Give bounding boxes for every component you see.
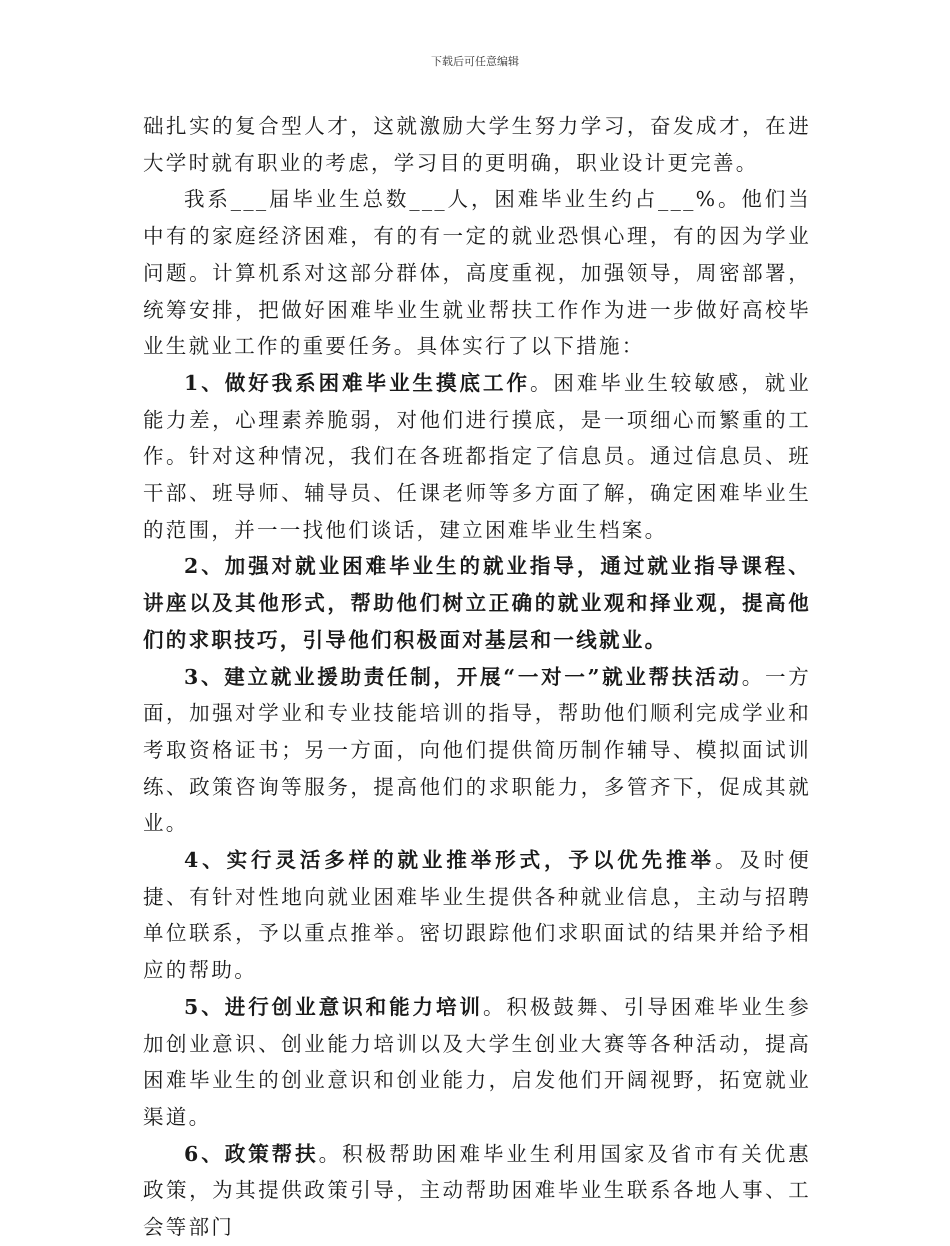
paragraph-6 — [143, 842, 811, 989]
paragraph-6-text: 。及时便捷、有针对性地向就业困难毕业生提供各种就业信息，主动与招聘单位联系，予以重点推举。密切跟踪他们求职面试的结果并给予相应的帮助。 — [143, 848, 811, 983]
page-header: 下载后可任意编辑 — [431, 55, 519, 68]
paragraph-1-text: 础扎实的复合型人才，这就激励大学生努力学习，奋发成才，在进大学时就有职业的考虑，学习目的更明确，职业设计更完善。 — [143, 114, 811, 175]
paragraph-5-text: 。一方面，加强对学业和专业技能培训的指导，帮助他们顺利完成学业和考取资格证书；另一方面，向他们提供简历制作辅导、模拟面试训练、政策咨询等服务，提高他们的求职能力，多管齐下，促成其就业。 — [143, 664, 811, 836]
paragraph-4 — [143, 548, 811, 658]
paragraph-2-text: 我系___届毕业生总数___人，困难毕业生约占___%。他们当中有的家庭经济困难，有的有一定的就业恐惧心理，有的因为学业问题。计算机系对这部分群体，高度重视，加强领导，周密部署，统筹安排，把做好困难毕业生就业帮扶工作作为进一步做好高校毕业生就业工作的重要任务。具体实行了以下措施： — [143, 187, 811, 359]
paragraph-4-heading: 2、加强对就业困难毕业生的就业指导，通过就业指导课程、讲座以及其他形式，帮助他们树立正确的就业观和择业观，提高他们的求职技巧，引导他们积极面对基层和一线就业。 — [143, 554, 811, 652]
paragraph-7-text: 。积极鼓舞、引导困难毕业生参加创业意识、创业能力培训以及大学生创业大赛等各种活动，提高困难毕业生的创业意识和创业能力，启发他们开阔视野，拓宽就业渠道。 — [143, 994, 811, 1129]
paragraph-3 — [143, 365, 811, 549]
paragraph-5 — [143, 659, 811, 843]
paragraph-8-heading: 6、政策帮扶 — [184, 1141, 319, 1166]
paragraph-7-heading: 5、进行创业意识和能力培训 — [184, 994, 483, 1019]
paragraph-3-text: 。困难毕业生较敏感，就业能力差，心理素养脆弱，对他们进行摸底，是一项细心而繁重的工作。针对这种情况，我们在各班都指定了信息员。通过信息员、班干部、班导师、辅导员、任课老师等多方面了解，确定困难毕业生的范围，并一一找他们谈话，建立困难毕业生档案。 — [143, 370, 811, 542]
paragraph-7 — [143, 989, 811, 1136]
paragraph-3-heading: 1、做好我系困难毕业生摸底工作 — [184, 370, 530, 395]
document-body — [143, 108, 811, 1246]
paragraph-8 — [143, 1136, 811, 1246]
paragraph-6-heading: 4、实行灵活多样的就业推举形式，予以优先推举 — [184, 848, 715, 873]
paragraph-1 — [143, 108, 811, 181]
paragraph-8-text: 。积极帮助困难毕业生利用国家及省市有关优惠政策，为其提供政策引导，主动帮助困难毕业生联系各地人事、工会等部门 — [143, 1141, 811, 1240]
paragraph-5-heading: 3、建立就业援助责任制，开展“一对一”就业帮扶活动 — [184, 664, 742, 689]
paragraph-2 — [143, 181, 811, 365]
